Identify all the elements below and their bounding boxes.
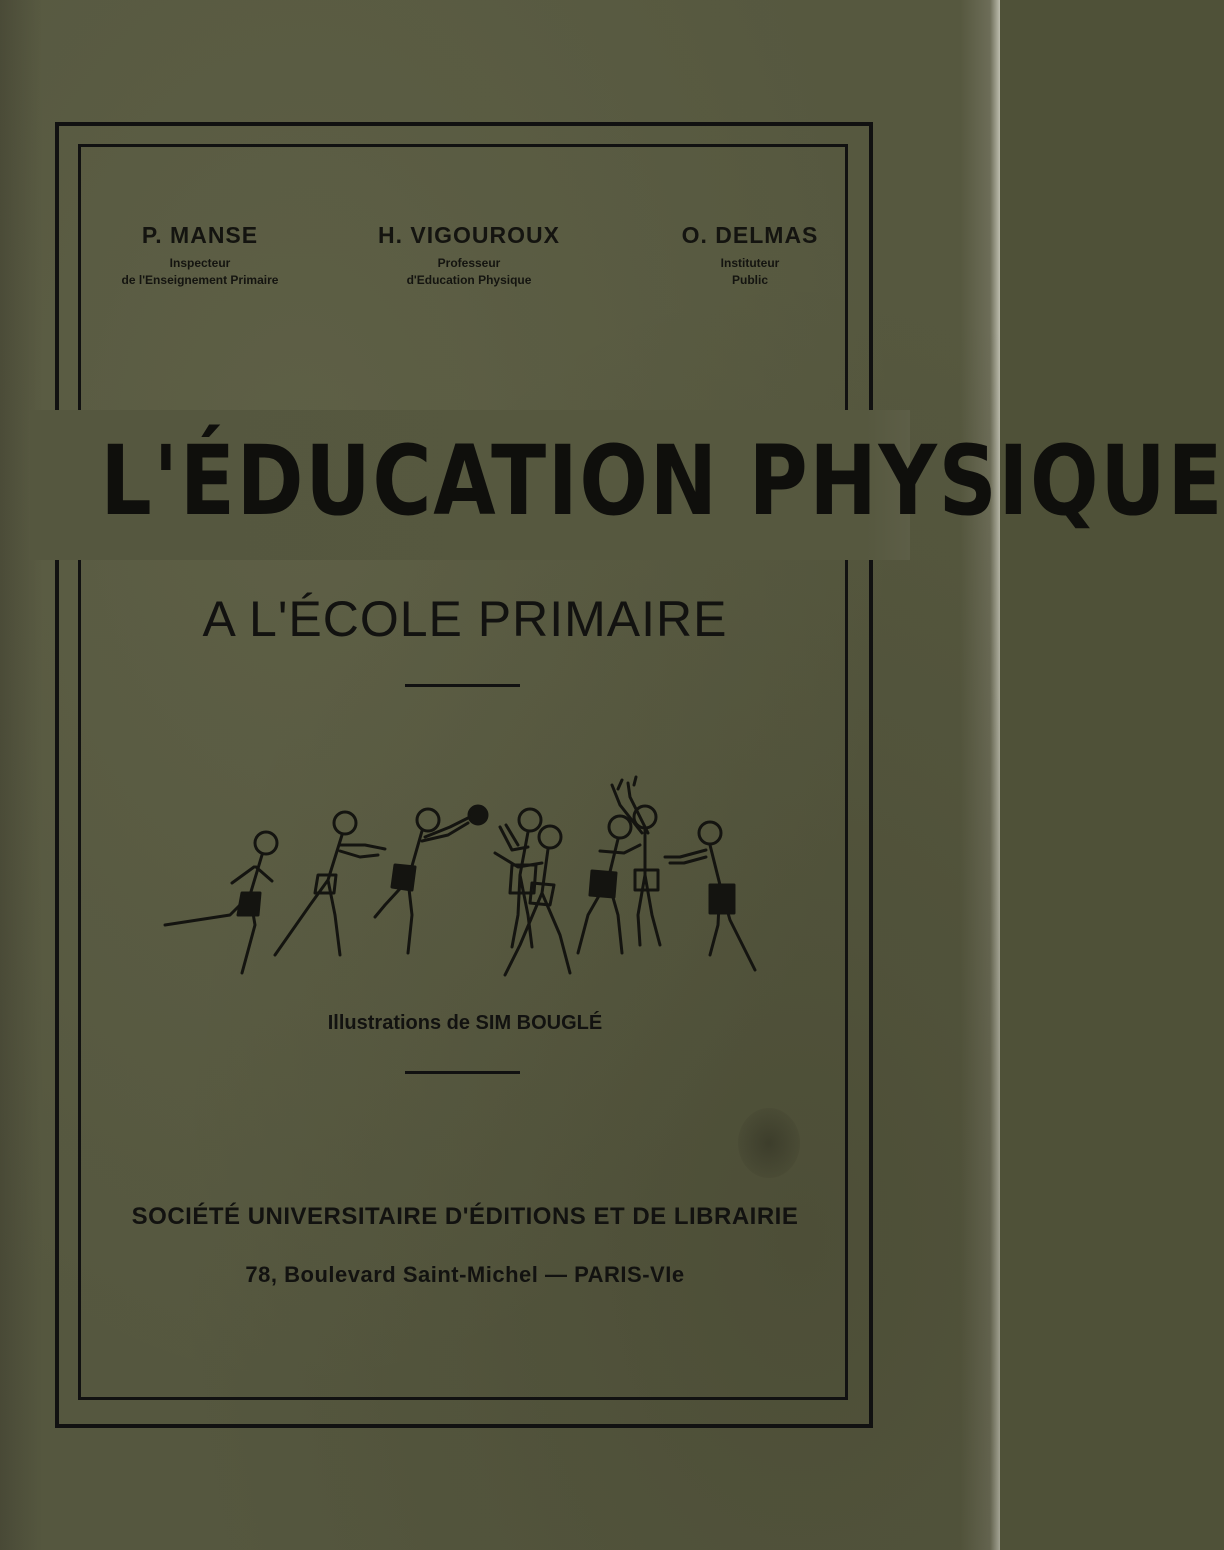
book-subtitle: A L'ÉCOLE PRIMAIRE <box>202 591 728 647</box>
author-name: P. MANSE <box>141 222 259 248</box>
author-role-line: Instituteur <box>720 256 780 270</box>
figure-player <box>275 812 385 955</box>
author-role-line: d'Education Physique <box>406 273 532 287</box>
figure-group <box>495 777 755 975</box>
publisher-address: 78, Boulevard Saint-Michel — PARIS-VIe <box>245 1262 685 1287</box>
author-role-line: Public <box>731 273 768 287</box>
author-role-line: Professeur <box>437 256 501 270</box>
divider-rule <box>405 684 520 687</box>
divider-rule <box>405 1071 520 1074</box>
spine-shadow <box>0 0 42 1550</box>
author-role <box>70 255 330 289</box>
author-role-line: Inspecteur <box>169 256 231 270</box>
figure-thrower <box>375 806 487 953</box>
publisher-name: SOCIÉTÉ UNIVERSITAIRE D'ÉDITIONS ET DE LIBRAIRIE <box>131 1203 799 1230</box>
author-3 <box>620 222 880 289</box>
author-role-line: de l'Enseignement Primaire <box>121 273 279 287</box>
children-playing-ball-icon <box>150 775 780 990</box>
author-role <box>339 255 599 289</box>
book-title: L'ÉDUCATION PHYSIQUE <box>100 425 1224 537</box>
author-name: H. VIGOUROUX <box>378 222 560 248</box>
author-name: O. DELMAS <box>681 222 819 248</box>
author-1 <box>70 222 330 289</box>
illustration-credit: Illustrations de SIM BOUGLÉ <box>327 1012 603 1034</box>
author-role <box>620 255 880 289</box>
author-2 <box>339 222 599 289</box>
figure-runner <box>165 832 277 973</box>
